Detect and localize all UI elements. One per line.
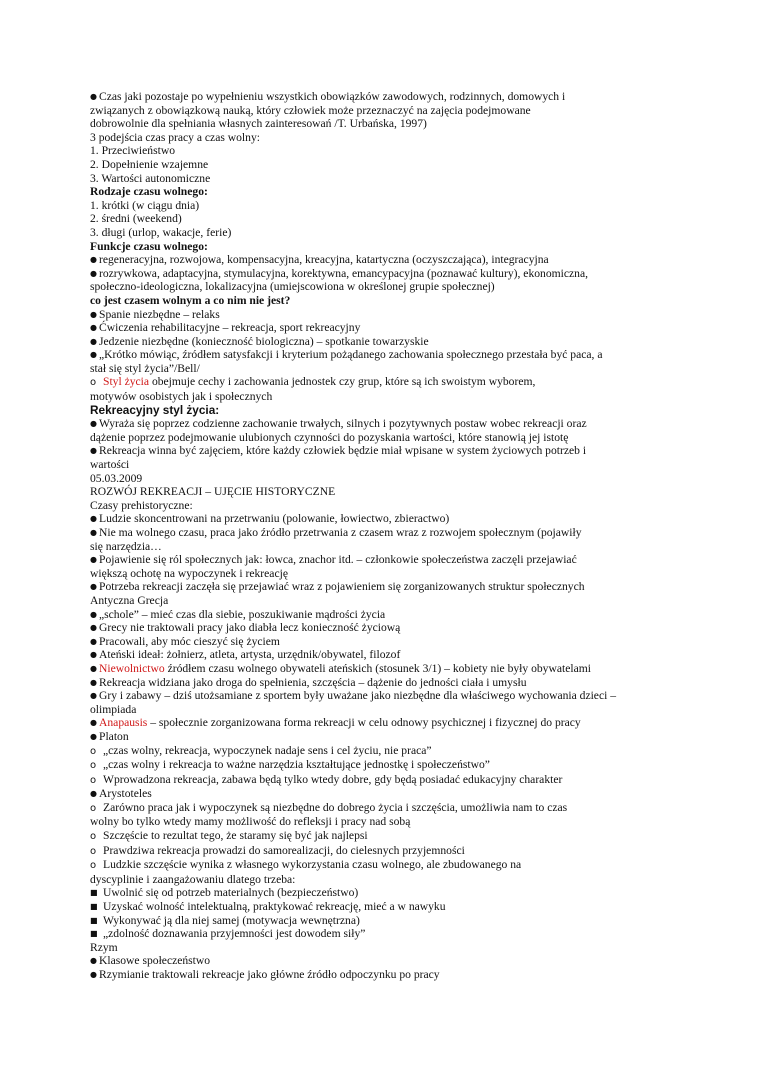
bullet-icon: ● <box>90 419 97 429</box>
bullet-icon: ● <box>90 731 97 741</box>
circle-bullet-icon: o <box>90 802 97 814</box>
list-item: o Ludzkie szczęście wynika z własnego wykorzystania czasu wolnego, ale zbudowanego na dyscyplinie i zaangażowaniu dlatego trzeba: <box>90 858 522 886</box>
rec-style-title: Rekreacyjny styl życia: <box>90 402 220 417</box>
list-item: ● Nie ma wolnego czasu, praca jako źródło przetrwania z czasem wraz z rozwojem społecznym (pojawiły się narzędzia… <box>90 526 582 553</box>
square-bullet-icon: ■ <box>90 888 98 898</box>
circle-bullet-icon: o <box>90 831 97 843</box>
bullet-icon: ● <box>90 663 97 673</box>
definition-paragraph: ● Czas jaki pozostaje po wypełnieniu wszystkich obowiązków zawodowych, rodzinnych, domowych i związanych z obowiązkową nauką, który człowiek może przeznaczyć na zajęcia podejmowane dobrowolnie dla spełniania własnych zainteresowań /T. Urbańska, 1997) <box>90 90 566 131</box>
bullet-icon: ● <box>90 336 97 346</box>
aristotle-title: Arystoteles <box>99 787 152 801</box>
bullet-icon: ● <box>90 514 97 524</box>
bullet-icon: ● <box>90 636 97 646</box>
bullet-icon: ● <box>90 255 97 265</box>
list-item: ● Grecy nie traktowali pracy jako diabła lecz konieczność życiową <box>90 621 401 635</box>
list-item: o Zarówno praca jak i wypoczynek są niezbędne do dobrego życia i szczęścia, umożliwia nam to czas wolny bo tylko wtedy mamy możliwość do refleksji i pracy nad sobą <box>90 800 568 829</box>
list-item: ● „Krótko mówiąc, źródłem satysfakcji i kryterium pożądanego zachowania społecznego przestała być paca, a stał się styl życia”/Bell/ <box>90 348 603 375</box>
date: 05.03.2009 <box>90 471 143 485</box>
bullet-icon: ● <box>90 956 97 966</box>
list-item: ■ Wykonywać ją dla niej samej (motywacja wewnętrzna) <box>90 913 360 927</box>
prehistoric-title: Czasy prehistoryczne: <box>90 498 193 512</box>
list-item: ● Jedzenie niezbędne (konieczność biologiczna) – spotkanie towarzyskie <box>90 334 429 348</box>
circle-bullet-icon: o <box>90 377 97 389</box>
list-item: ■ Uwolnić się od potrzeb materialnych (bezpieczeństwo) <box>90 886 359 900</box>
list-item: o „czas wolny, rekreacja, wypoczynek nadaje sens i cel życiu, nie praca” <box>90 743 432 757</box>
list-item: ● Anapausis – społecznie zorganizowana forma rekreacji w celu odnowy psychicznej i fizycznej do pracy <box>90 716 581 730</box>
square-bullet-icon: ■ <box>90 902 98 912</box>
lifestyle-paragraph: o Styl życia obejmuje cechy i zachowania jednostek czy grup, które są ich swoistym wyborem, motywów osobistych jak i społecznych <box>90 375 536 404</box>
list-item: ● Pracowali, aby móc cieszyć się życiem <box>90 634 280 648</box>
bullet-icon: ● <box>90 309 97 319</box>
lifestyle-term: Styl życia <box>103 375 150 389</box>
list-item: 3. Wartości autonomiczne <box>90 171 211 185</box>
square-bullet-icon: ■ <box>90 915 98 925</box>
list-item <box>90 730 680 744</box>
bullet-icon: ● <box>90 528 97 537</box>
bullet-icon: ● <box>90 691 97 701</box>
bullet-icon: ● <box>90 677 97 687</box>
bullet-icon: ● <box>90 350 97 360</box>
list-item: o Szczęście to rezultat tego, że staramy się być jak najlepsi <box>90 829 368 843</box>
list-item: o Wprowadzona rekreacja, zabawa będą tylko wtedy dobre, gdy będą posiadać edukacyjny charakter <box>90 772 563 786</box>
bullet-icon: ● <box>90 555 97 565</box>
list-item: 1. krótki (w ciągu dnia) <box>90 198 200 212</box>
list-item: ● Klasowe społeczeństwo <box>90 954 211 968</box>
document-page <box>90 90 680 982</box>
list-item: ● „schole” – mieć czas dla siebie, poszukiwanie mądrości życia <box>90 607 386 621</box>
list-item: ● Rzymianie traktowali rekreacje jako główne źródło odpoczynku po pracy <box>90 968 440 981</box>
list-item <box>90 787 680 801</box>
list-item: ■ „zdolność doznawania przyjemności jest dowodem siły” <box>90 927 366 941</box>
circle-bullet-icon: o <box>90 845 97 857</box>
list-item: 2. Dopełnienie wzajemne <box>90 157 209 171</box>
question-title: co jest czasem wolnym a co nim nie jest? <box>90 293 291 307</box>
bullet-icon: ● <box>90 718 97 728</box>
approaches-title: 3 podejścia czas pracy a czas wolny: <box>90 130 260 144</box>
bullet-icon: ● <box>90 789 97 799</box>
list-item: ■ Uzyskać wolność intelektualną, praktykować rekreację, mieć a w nawyku <box>90 900 446 914</box>
list-item: ● Gry i zabawy – dziś utożsamiane z sportem były uważane jako niezbędne dla właściwego wychowania dzieci – olimpiada <box>90 689 617 716</box>
list-item: ● rozrywkowa, adaptacyjna, stymulacyjna, korektywna, emancypacyjna (poznawać kultury), ekonomiczna, społeczno-ideologiczna, lokalizacyjna (umiejscowiona w określonej grupie społecznej) <box>90 266 588 294</box>
anapausis-term: Anapausis <box>99 716 148 730</box>
list-item: ● Potrzeba rekreacji zaczęła się przejawiać wraz z pojawieniem się zorganizowanych struktur społecznych <box>90 580 585 594</box>
circle-bullet-icon: o <box>90 774 97 786</box>
list-item: ● Ateński ideał: żołnierz, atleta, artysta, urzędnik/obywatel, filozof <box>90 648 401 662</box>
slavery-term: Niewolnictwo <box>99 661 165 675</box>
list-item: ● Ludzie skoncentrowani na przetrwaniu (polowanie, łowiectwo, zbieractwo) <box>90 512 450 526</box>
section-title: ROZWÓJ REKREACJI – UJĘCIE HISTORYCZNE <box>90 485 336 499</box>
list-item: ● Ćwiczenia rehabilitacyjne – rekreacja, sport rekreacyjny <box>90 321 361 335</box>
functions-title: Funkcje czasu wolnego: <box>90 239 208 253</box>
bullet-icon: ● <box>90 650 97 660</box>
rome-title: Rzym <box>90 940 118 954</box>
bullet-icon: ● <box>90 323 97 333</box>
bullet-icon: ● <box>90 92 97 101</box>
circle-bullet-icon: o <box>90 745 97 757</box>
list-item: ● Spanie niezbędne – relaks <box>90 307 220 321</box>
bullet-icon: ● <box>90 582 97 592</box>
list-item: 2. średni (weekend) <box>90 212 182 226</box>
bullet-icon: ● <box>90 609 97 619</box>
bullet-icon: ● <box>90 446 97 456</box>
list-item: o Prawdziwa rekreacja prowadzi do samorealizacji, do cielesnych przyjemności <box>90 843 465 857</box>
types-title: Rodzaje czasu wolnego: <box>90 185 208 199</box>
circle-bullet-icon: o <box>90 760 97 772</box>
bullet-icon: ● <box>90 268 97 278</box>
list-item: ● Pojawienie się ról społecznych jak: łowca, znachor itd. – członkowie społeczeństwa zaczęli przejawiać większą ochotę na wypoczynek i rekreację <box>90 553 577 580</box>
greece-title: Antyczna Grecja <box>90 593 169 607</box>
plato-title: Platon <box>99 729 129 743</box>
square-bullet-icon: ■ <box>90 929 98 939</box>
list-item: ● Rekreacja widziana jako droga do spełnienia, szczęścia – dążenie do jedności ciała i umysłu <box>90 675 527 689</box>
list-item: 3. długi (urlop, wakacje, ferie) <box>90 225 232 239</box>
list-item: ● regeneracyjna, rozwojowa, kompensacyjna, kreacyjna, katartyczna (oczyszczająca), integracyjna <box>90 253 549 267</box>
list-item: 1. Przeciwieństwo <box>90 144 176 158</box>
list-item: o „czas wolny i rekreacja to ważne narzędzia kształtujące jednostkę i społeczeństwo” <box>90 758 490 772</box>
circle-bullet-icon: o <box>90 860 97 872</box>
list-item: ● Wyraża się poprzez codzienne zachowanie trwałych, silnych i pozytywnych postaw wobec rekreacji oraz dążenie poprzez podejmowanie ulubionych czynności do pozyskania wartości, które stanowią jej istotę <box>90 417 587 444</box>
list-item: ● Rekreacja winna być zajęciem, które każdy człowiek będzie miał wpisane w system życiowych potrzeb i wartości <box>90 444 587 472</box>
list-item: ● Niewolnictwo źródłem czasu wolnego obywateli ateńskich (stosunek 3/1) – kobiety nie były obywatelami <box>90 661 591 675</box>
bullet-icon: ● <box>90 623 97 633</box>
bullet-icon: ● <box>90 970 97 979</box>
